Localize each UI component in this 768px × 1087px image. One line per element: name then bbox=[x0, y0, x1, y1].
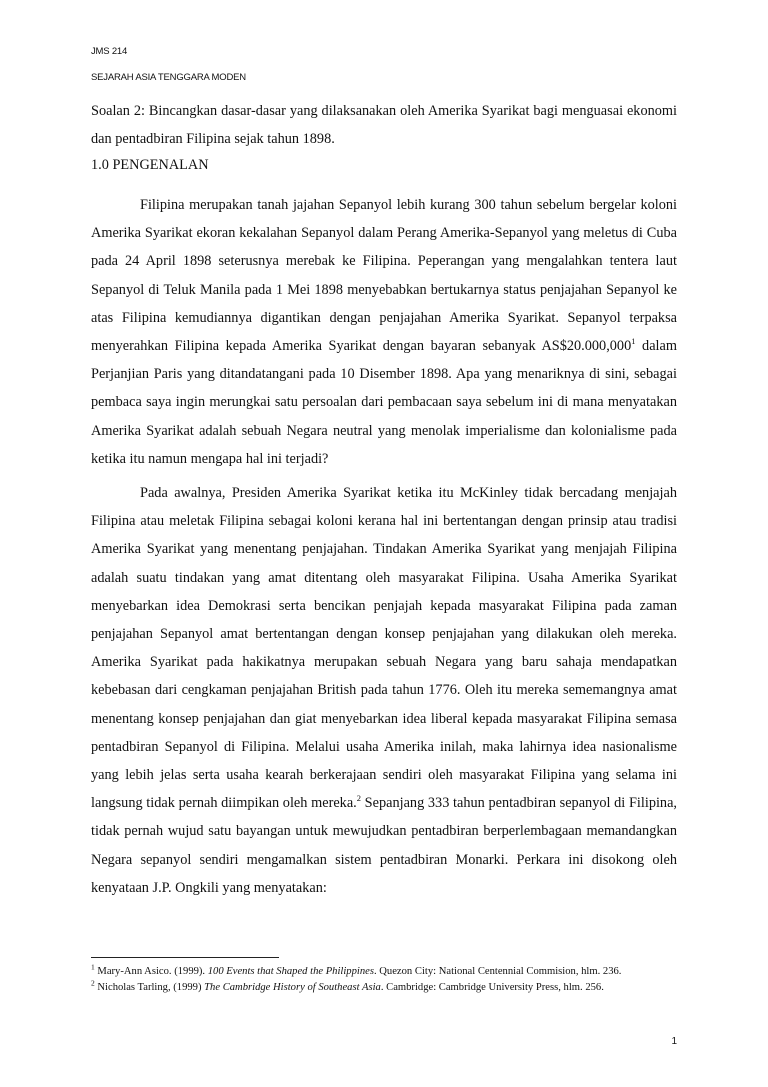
paragraph-1 bbox=[91, 191, 677, 473]
footnotes bbox=[91, 964, 691, 995]
footnote-text: . Quezon City: National Centennial Commision, hlm. 236. bbox=[373, 966, 622, 977]
footnote-title: 100 Events that Shaped the Philippines bbox=[207, 966, 374, 977]
paragraph-2 bbox=[91, 479, 677, 902]
footnote-text: Mary-Ann Asico. (1999). bbox=[94, 966, 208, 977]
section-heading: 1.0 PENGENALAN bbox=[91, 157, 209, 173]
footnote-text: Nicholas Tarling, (1999) bbox=[94, 981, 205, 993]
course-name: SEJARAH ASIA TENGGARA MODEN bbox=[91, 72, 246, 83]
page-number: 1 bbox=[671, 1036, 677, 1047]
paragraph-text: Sepanjang 333 tahun pentadbiran sepanyol di Filipina, tidak pernah wujud satu bayangan untuk mewujudkan pentadbiran berperlembagaan memandangkan Negara sepanyol sendiri mengamalkan sistem pentadbiran Monarki. Perkara ini disokong oleh kenyataan J.P. Ongkili yang menyatakan: bbox=[91, 795, 678, 896]
footnote-number: 2 bbox=[91, 977, 95, 987]
footnote-ref-1: 1 bbox=[631, 336, 636, 347]
course-code: JMS 214 bbox=[91, 46, 128, 57]
paragraph-text: Filipina merupakan tanah jajahan Sepanyol lebih kurang 300 tahun sebelum bergelar koloni Amerika Syarikat ekoran kekalahan Sepanyol dalam Perang Amerika-Sepanyol yang meletus di Cuba pada 24 April 1898 seterusnya merebak ke Filipina. Peperangan yang mengalahkan tentera laut Sepanyol di Teluk Manila pada 1 Mei 1898 menyebabkan bertukarnya status penjajahan Sepanyol ke atas Filipina kemudiannya digantikan dengan penjajahan Amerika Syarikat. Sepanyol terpaksa menyerahkan Filipina kepada Amerika Syarikat dengan bayaran sebanyak AS$20.000,000 bbox=[91, 197, 677, 355]
footnote-text: . Cambridge: Cambridge University Press, hlm. 256. bbox=[380, 981, 604, 993]
body-text bbox=[91, 191, 677, 902]
question-text: Soalan 2: Bincangkan dasar-dasar yang dilaksanakan oleh Amerika Syarikat bagi menguasai ekonomi dan pentadbiran Filipina sejak tahun 1898. bbox=[91, 103, 677, 147]
footnote-1 bbox=[91, 964, 691, 980]
footnote-separator bbox=[91, 957, 279, 958]
footnote-ref-2: 2 bbox=[356, 793, 361, 804]
paragraph-text: Pada awalnya, Presiden Amerika Syarikat ketika itu McKinley tidak bercadang menjajah Filipina atau meletak Filipina sebagai koloni kerana hal ini bertentangan dengan prinsip atau tradisi Amerika Syarikat yang menentang penjajahan. Tindakan Amerika Syarikat yang menjajah Filipina adalah suatu tindakan yang amat ditentang oleh masyarakat Filipina. Usaha Amerika Syarikat menyebarkan idea Demokrasi serta bencikan penjajah kepada masyarakat Filipina pada zaman penjajahan Sepanyol amat bertentangan dengan konsep penjajahan yang dilakukan oleh mereka. Amerika Syarikat pada hakikatnya merupakan sebuah Negara yang baru sahaja mendapatkan kebebasan dari cengkaman penjajahan British pada tahun 1776. Oleh itu mereka sememangnya amat menentang konsep penjajahan dan giat menyebarkan idea liberal kepada masyarakat Filipina semasa pentadbiran Sepanyol di Filipina. Melalui usaha Amerika inilah, maka lahirnya idea nasionalisme yang lebih jelas serta usaha kearah berkerajaan sendiri oleh masyarakat Filipina yang selama ini langsung tidak pernah diimpikan oleh mereka. bbox=[91, 485, 677, 812]
footnote-2 bbox=[91, 977, 691, 996]
footnote-number: 1 bbox=[91, 962, 95, 972]
paragraph-text: dalam Perjanjian Paris yang ditandatangani pada 10 Disember 1898. Apa yang menariknya di sini, sebagai pembaca saya ingin merungkai satu persoalan dari pembacaan saya sebelum ini di mana menyatakan Amerika Syarikat adalah sebuah Negara neutral yang menolak imperialisme dan kolonialisme pada ketika itu namun mengapa hal ini terjadi? bbox=[91, 338, 677, 467]
footnote-title: The Cambridge History of Southeast Asia bbox=[204, 981, 381, 993]
